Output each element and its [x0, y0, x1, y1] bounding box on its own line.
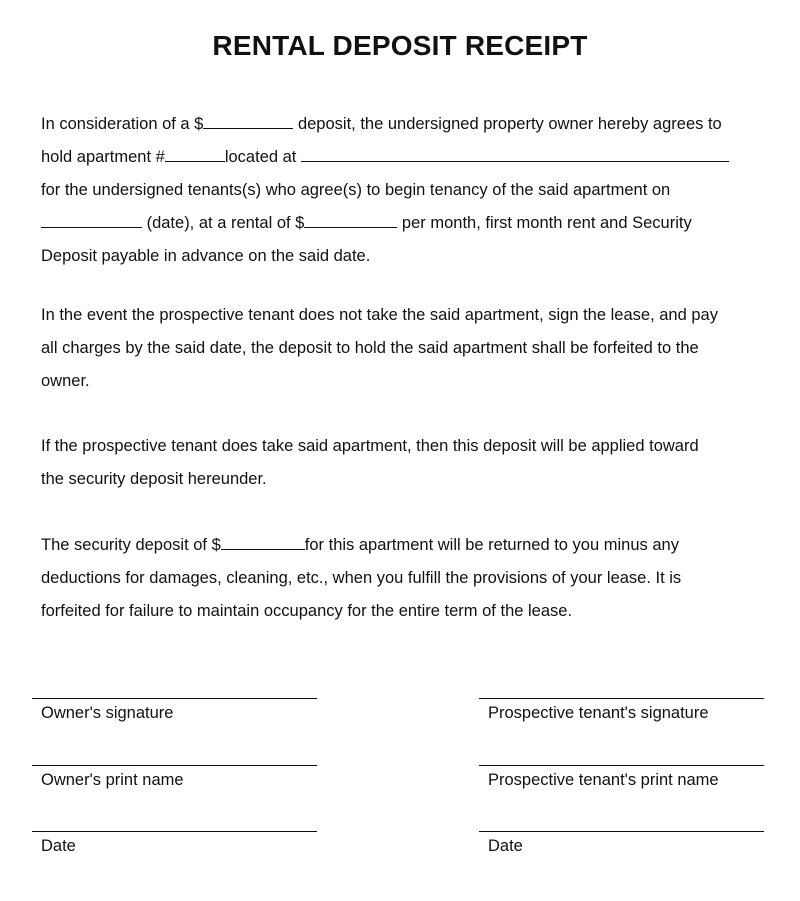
owner-date-label: Date: [41, 837, 76, 855]
security-deposit-blank[interactable]: [221, 535, 305, 550]
signature-line: [32, 765, 317, 766]
owner-print-name-label: Owner's print name: [41, 771, 184, 789]
text-segment: hold apartment #: [41, 148, 165, 166]
monthly-rent-blank[interactable]: [304, 213, 397, 228]
signature-line: [479, 698, 764, 699]
paragraph-line: all charges by the said date, the deposit to hold the said apartment shall be forfeited to the: [41, 339, 699, 357]
text-segment: for this apartment will be returned to you minus any: [304, 536, 679, 554]
owner-date-field[interactable]: [32, 831, 317, 857]
owner-print-name-field[interactable]: [32, 765, 317, 791]
paragraph-line: [41, 207, 761, 240]
paragraph-line: [41, 529, 761, 562]
paragraph-deposit-terms: [41, 108, 761, 273]
paragraph-line: If the prospective tenant does take said apartment, then this deposit will be applied toward: [41, 437, 699, 455]
signature-line: [479, 831, 764, 832]
text-segment: located at: [224, 148, 301, 166]
paragraph-line: the security deposit hereunder.: [41, 470, 267, 488]
apartment-number-blank[interactable]: [165, 147, 225, 162]
tenant-signature-field[interactable]: [479, 698, 764, 724]
owner-signature-label: Owner's signature: [41, 704, 174, 722]
text-segment: In consideration of a $: [41, 115, 204, 133]
paragraph-application: [41, 430, 761, 496]
text-segment: per month, first month rent and Security: [397, 214, 692, 232]
text-segment: (date), at a rental of $: [142, 214, 305, 232]
paragraph-line: forfeited for failure to maintain occupancy for the entire term of the lease.: [41, 602, 573, 620]
document-title: RENTAL DEPOSIT RECEIPT: [212, 30, 588, 61]
text-segment: The security deposit of $: [41, 536, 221, 554]
paragraph-security-deposit: [41, 529, 761, 628]
start-date-blank[interactable]: [41, 213, 142, 228]
paragraph-line: for the undersigned tenants(s) who agree(s) to begin tenancy of the said apartment on: [41, 181, 671, 199]
paragraph-line: In the event the prospective tenant does not take the said apartment, sign the lease, and pay: [41, 306, 718, 324]
tenant-date-field[interactable]: [479, 831, 764, 857]
signature-line: [479, 765, 764, 766]
signature-line: [32, 698, 317, 699]
apartment-location-blank[interactable]: [301, 147, 729, 162]
paragraph-line: Deposit payable in advance on the said date.: [41, 247, 371, 265]
text-segment: deposit, the undersigned property owner hereby agrees to: [293, 115, 722, 133]
paragraph-forfeiture: [41, 299, 761, 398]
paragraph-line: deductions for damages, cleaning, etc., when you fulfill the provisions of your lease. It is: [41, 569, 682, 587]
signature-line: [32, 831, 317, 832]
tenant-print-name-label: Prospective tenant's print name: [488, 771, 719, 789]
tenant-print-name-field[interactable]: [479, 765, 764, 791]
deposit-amount-blank[interactable]: [203, 114, 293, 129]
paragraph-line: [41, 108, 761, 141]
owner-signature-field[interactable]: [32, 698, 317, 724]
paragraph-line: owner.: [41, 372, 90, 390]
tenant-signature-label: Prospective tenant's signature: [488, 704, 709, 722]
paragraph-line: [41, 141, 761, 174]
tenant-date-label: Date: [488, 837, 523, 855]
